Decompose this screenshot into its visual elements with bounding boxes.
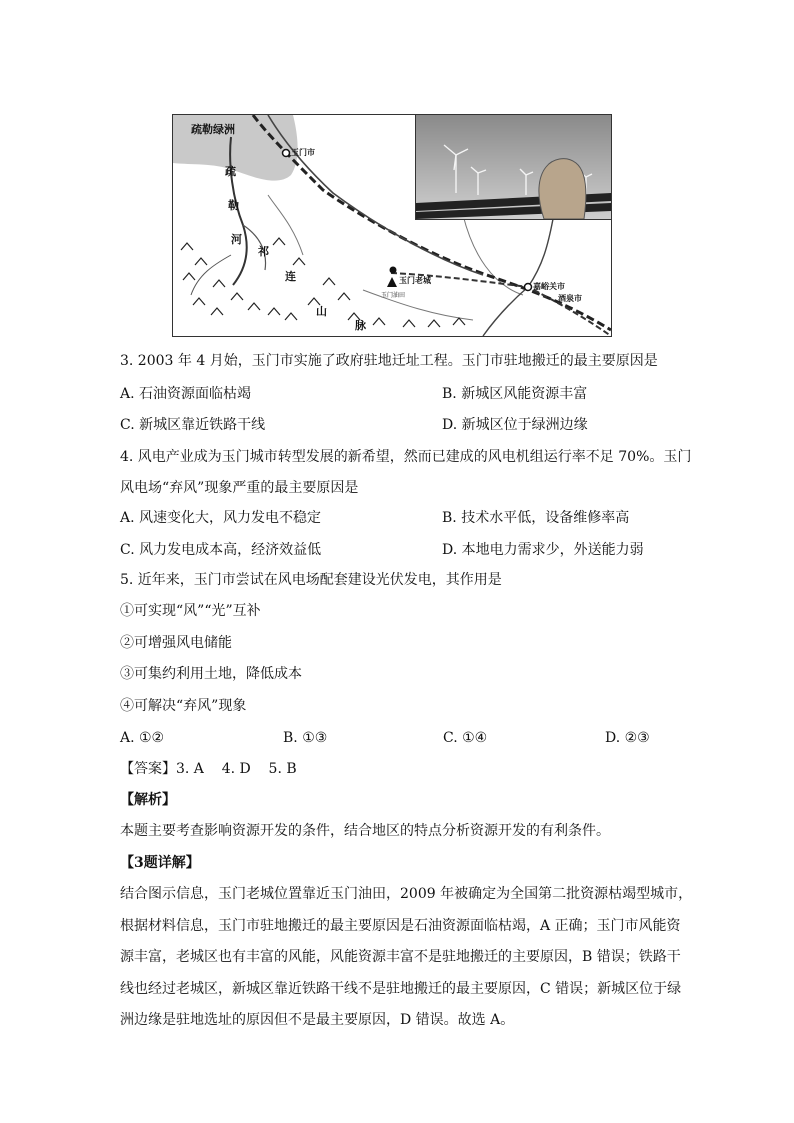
oilfield-marker [387,277,397,287]
mountain-char-2: 连 [285,270,296,283]
mountain-char-3: 山 [316,305,327,318]
detail-line-2: 根据材料信息，玉门市驻地搬迁的最主要原因是石油资源面临枯竭，A 正确；玉门市风能资 [120,918,681,934]
q4-option-b: B. 技术水平低，设备维修率高 [442,510,630,526]
oilfield-label: 玉门油田 [381,292,406,299]
q3-option-b: B. 新城区风能资源丰富 [442,386,588,402]
answer-line: 【答案】3. A 4. D 5. B [120,761,297,777]
q5-statement-1: ①可实现“风”“光”互补 [120,603,261,619]
q3-stem: 3. 2003 年 4 月始，玉门市实施了政府驻地迁址工程。玉门市驻地搬迁的最主要原因是 [120,353,658,369]
analysis-heading: 【解析】 [120,792,176,808]
detail-line-4: 线也经过老城区，新城区靠近铁路干线不是驻地搬迁的最主要原因，C 错误；新城区位于绿 [120,981,682,997]
q5-statement-4: ④可解决“弃风”现象 [120,698,247,714]
detail-line-3: 源丰富，老城区也有丰富的风能，风能资源丰富不是驻地搬迁的主要原因，B 错误；铁路干 [120,949,681,965]
q3-option-d: D. 新城区位于绿洲边缘 [442,417,588,433]
map-figure [172,114,612,337]
q4-option-c: C. 风力发电成本高，经济效益低 [120,542,322,558]
analysis-text: 本题主要考查影响资源开发的条件，结合地区的特点分析资源开发的有利条件。 [120,823,610,839]
q5-statement-2: ②可增强风电储能 [120,635,232,651]
q3-option-c: C. 新城区靠近铁路干线 [120,417,266,433]
q4-stem-line2: 风电场“弃风”现象严重的最主要原因是 [120,480,359,496]
yumen-city-marker [283,150,290,157]
detail-heading: 【3题详解】 [120,855,200,871]
q4-stem-line1: 4. 风电产业成为玉门城市转型发展的新希望，然而已建成的风电机组运行率不足 70%。玉门 [120,449,692,465]
rock-sculpture [539,159,586,219]
q4-option-a: A. 风速变化大，风力发电不稳定 [120,510,322,526]
wind-solar-photo [415,115,612,220]
q5-option-b: B. ①③ [283,730,328,746]
q5-option-c: C. ①④ [443,730,488,746]
river-char-3: 河 [231,233,242,246]
mountain-char-4: 脉 [355,319,366,332]
jiuquan-label: 酒泉市 [558,294,582,303]
q5-stem: 5. 近年来，玉门市尝试在风电场配套建设光伏发电，其作用是 [120,572,502,588]
q5-option-a: A. ①② [120,730,165,746]
yumen-old-label: 玉门老城 [399,276,431,285]
q4-option-d: D. 本地电力需求少，外送能力弱 [442,542,644,558]
q3-option-a: A. 石油资源面临枯竭 [120,386,252,402]
yumen-old-city-marker [390,267,397,274]
jiayuguan-marker [525,284,532,291]
mountain-char-1: 祁 [258,245,269,258]
detail-line-1: 结合图示信息，玉门老城位置靠近玉门油田，2009 年被确定为全国第二批资源枯竭型城市， [120,886,693,902]
river-char-1: 疏 [225,165,236,178]
q5-option-d: D. ②③ [605,730,650,746]
jiayuguan-label: 嘉峪关市 [533,282,565,291]
q5-statement-3: ③可集约利用土地，降低成本 [120,666,302,682]
yumen-city-label: 玉门市 [291,148,315,157]
detail-line-5: 洲边缘是驻地选址的原因但不是最主要原因，D 错误。故选 A。 [120,1012,515,1028]
river-char-2: 勒 [228,199,239,212]
oasis-label: 疏勒绿洲 [191,123,235,136]
